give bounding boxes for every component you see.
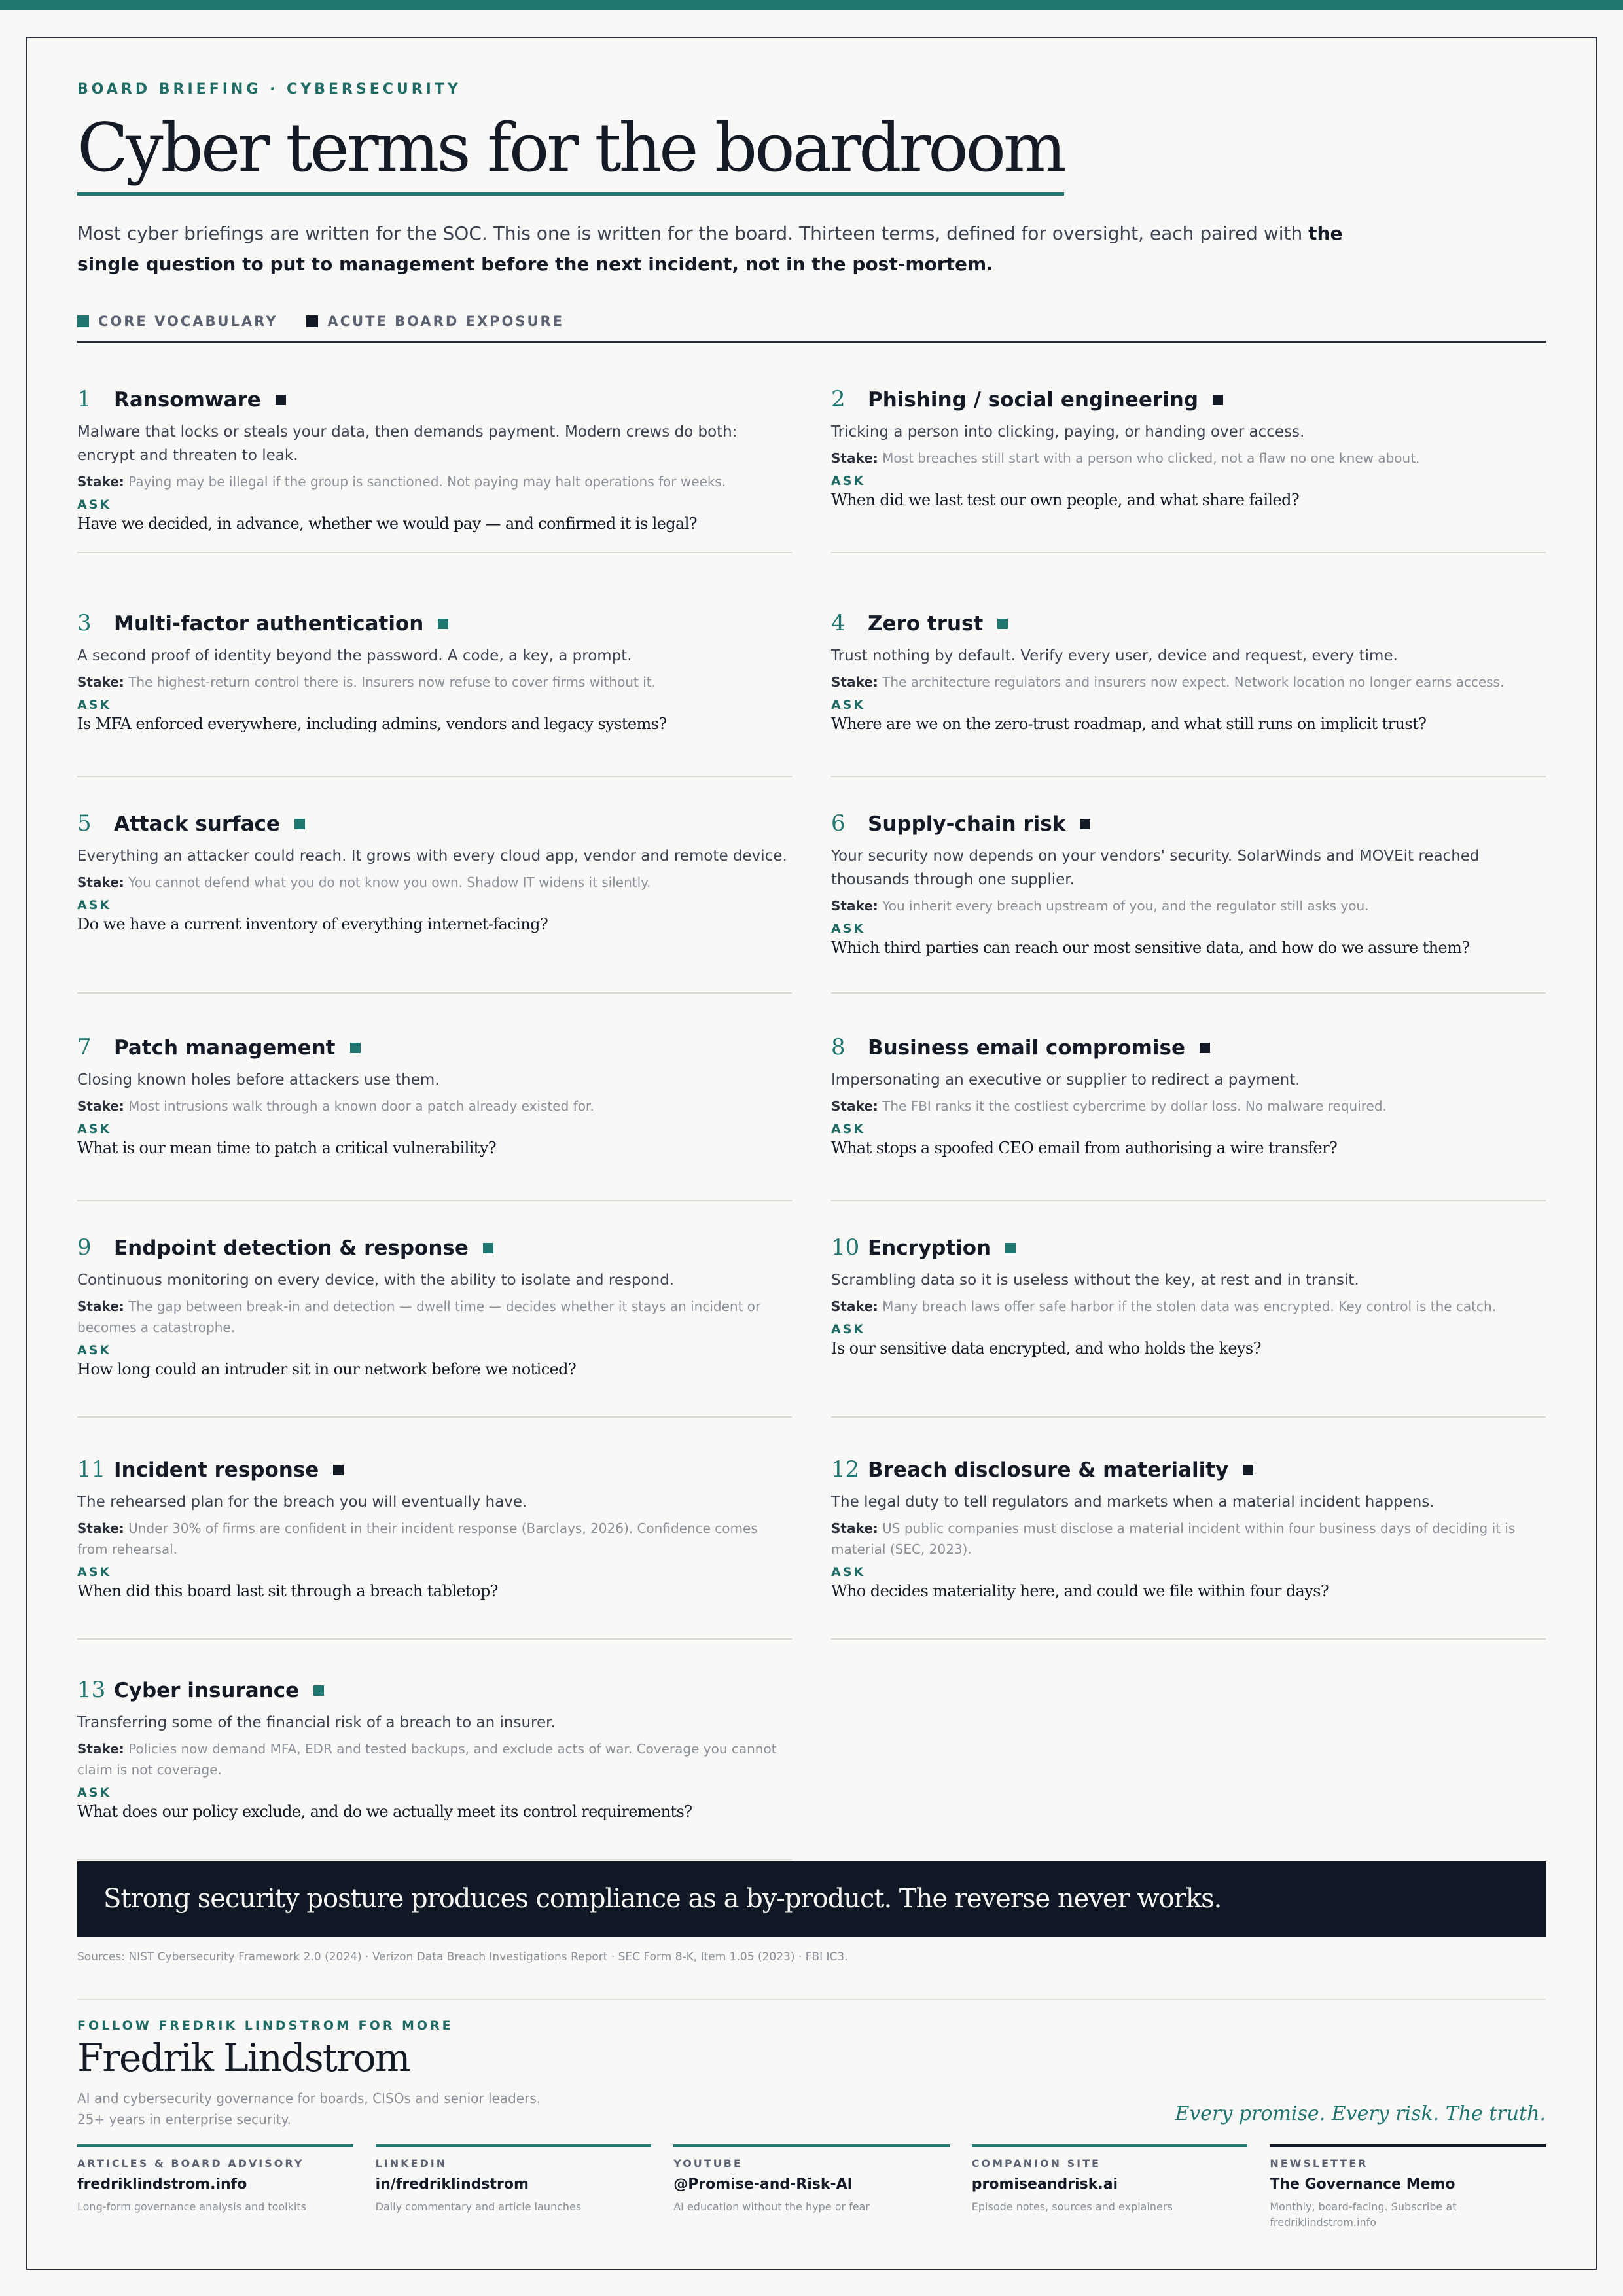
- teal-square-icon: [350, 1043, 361, 1053]
- author-name: Fredrik Lindstrom: [77, 2036, 410, 2080]
- link-label: ARTICLES & BOARD ADVISORY: [77, 2157, 304, 2170]
- term-card: [831, 810, 1546, 994]
- term-number: 11: [77, 1456, 106, 1482]
- term-card: [77, 810, 792, 994]
- ask-question: Is our sensitive data encrypted, and who holds the keys?: [831, 1339, 1261, 1357]
- ask-label: ASK: [77, 898, 112, 912]
- ask-label: ASK: [831, 698, 866, 712]
- term-number: 1: [77, 386, 92, 412]
- teal-square-icon: [313, 1685, 324, 1696]
- term-header: [77, 1034, 792, 1060]
- term-stake: [77, 872, 792, 893]
- ask-question: What does our policy exclude, and do we actually meet its control requirements?: [77, 1803, 692, 1821]
- header-divider: [77, 341, 1546, 343]
- navy-square-icon: [333, 1465, 344, 1475]
- term-name: Cyber insurance: [114, 1679, 300, 1702]
- term-definition: The legal duty to tell regulators and markets when a material incident happens.: [831, 1494, 1435, 1511]
- navy-square-icon: [1213, 395, 1223, 405]
- term-stake: [77, 1738, 792, 1780]
- stake-label: Stake:: [77, 1520, 124, 1536]
- term-definition: Trust nothing by default. Verify every user, device and request, every time.: [831, 647, 1398, 664]
- term-number: 4: [831, 610, 846, 636]
- ask-label: ASK: [77, 1343, 112, 1357]
- ask-label: ASK: [77, 698, 112, 712]
- term-header: [77, 1234, 792, 1261]
- stake-text: Policies now demand MFA, EDR and tested backups, and exclude acts of war. Coverage you cannot claim is not coverage.: [77, 1741, 777, 1778]
- stake-label: Stake:: [77, 674, 124, 690]
- term-header: [77, 1677, 792, 1703]
- link-desc: AI education without the hype or fear: [673, 2200, 870, 2213]
- link-value[interactable]: promiseandrisk.ai: [971, 2176, 1118, 2193]
- stake-text: Many breach laws offer safe harbor if the stolen data was encrypted. Key control is the catch.: [882, 1299, 1497, 1314]
- term-card: [831, 610, 1546, 777]
- term-header: [831, 610, 1546, 636]
- term-stake: [831, 448, 1546, 469]
- page-title: Cyber terms for the boardroom: [77, 113, 1064, 196]
- stake-text: Paying may be illegal if the group is sanctioned. Not paying may halt operations for weeks.: [128, 474, 726, 490]
- navy-square-icon: [306, 315, 318, 327]
- ask-label: ASK: [831, 1322, 866, 1336]
- sources-note: Sources: NIST Cybersecurity Framework 2.0 (2024) · Verizon Data Breach Investigations Report · SEC Form 8-K, Item 1.05 (2023) · FBI IC3.: [77, 1950, 848, 1964]
- term-number: 7: [77, 1034, 92, 1060]
- stake-label: Stake:: [831, 1299, 878, 1314]
- stake-label: Stake:: [77, 874, 124, 890]
- term-number: 5: [77, 810, 92, 836]
- teal-square-icon: [294, 819, 305, 829]
- term-name: Endpoint detection & response: [114, 1236, 469, 1260]
- term-name: Attack surface: [114, 812, 280, 836]
- term-header: [831, 1034, 1546, 1060]
- ask-label: ASK: [831, 922, 866, 936]
- intro-emphasis: the single question to put to management before the next incident, not in the post-mortem.: [77, 223, 1343, 276]
- ask-label: ASK: [831, 1122, 866, 1136]
- term-definition: Transferring some of the financial risk of a breach to an insurer.: [77, 1714, 556, 1731]
- term-definition: Your security now depends on your vendors' security. SolarWinds and MOVEit reached thousands through one supplier.: [831, 848, 1480, 888]
- link-desc: Daily commentary and article launches: [375, 2200, 582, 2213]
- link-label: COMPANION SITE: [971, 2157, 1101, 2170]
- ask-question: Do we have a current inventory of everything internet-facing?: [77, 915, 548, 933]
- term-stake: [77, 1096, 792, 1117]
- ask-label: ASK: [831, 474, 866, 488]
- stake-text: Most breaches still start with a person who clicked, not a flaw no one knew about.: [882, 450, 1420, 466]
- link-newsletter[interactable]: [1270, 2144, 1546, 2231]
- term-header: [77, 386, 792, 412]
- legend-core-label: CORE VOCABULARY: [98, 314, 278, 330]
- ask-label: ASK: [77, 497, 112, 512]
- link-value[interactable]: The Governance Memo: [1270, 2176, 1455, 2193]
- stake-text: The architecture regulators and insurers now expect. Network location no longer earns access.: [882, 674, 1505, 690]
- link-value[interactable]: fredriklindstrom.info: [77, 2176, 247, 2193]
- follow-kicker: FOLLOW FREDRIK LINDSTROM FOR MORE: [77, 2018, 454, 2033]
- link-value[interactable]: @Promise-and-Risk-AI: [673, 2176, 853, 2193]
- term-card: [77, 1456, 792, 1640]
- ask-label: ASK: [831, 1565, 866, 1579]
- term-number: 6: [831, 810, 846, 836]
- term-stake: [77, 1296, 792, 1338]
- term-header: [77, 610, 792, 636]
- term-number: 12: [831, 1456, 860, 1482]
- term-number: 9: [77, 1234, 92, 1261]
- term-header: [831, 1234, 1546, 1261]
- stake-text: The highest-return control there is. Insurers now refuse to cover firms without it.: [128, 674, 656, 690]
- navy-square-icon: [1200, 1043, 1210, 1053]
- term-stake: [77, 672, 792, 692]
- ask-question: Is MFA enforced everywhere, including admins, vendors and legacy systems?: [77, 715, 667, 733]
- term-card: [77, 1034, 792, 1201]
- ask-question: What is our mean time to patch a critical vulnerability?: [77, 1139, 497, 1157]
- term-number: 2: [831, 386, 846, 412]
- term-stake: [831, 1296, 1546, 1317]
- teal-square-icon: [483, 1243, 493, 1253]
- stake-label: Stake:: [831, 450, 878, 466]
- term-name: Multi-factor authentication: [114, 612, 424, 636]
- term-card: [831, 1234, 1546, 1418]
- top-accent-bar: [0, 0, 1623, 10]
- term-stake: [831, 1096, 1546, 1117]
- term-stake: [77, 471, 792, 492]
- stake-label: Stake:: [831, 1098, 878, 1114]
- term-name: Patch management: [114, 1036, 336, 1060]
- term-card: [831, 1456, 1546, 1640]
- term-definition: Scrambling data so it is useless without the key, at rest and in transit.: [831, 1272, 1359, 1289]
- term-stake: [831, 895, 1546, 916]
- term-stake: [831, 1518, 1546, 1560]
- term-number: 3: [77, 610, 92, 636]
- term-header: [831, 810, 1546, 836]
- stake-text: You cannot defend what you do not know you own. Shadow IT widens it silently.: [128, 874, 651, 890]
- term-number: 13: [77, 1677, 106, 1703]
- link-linkedin[interactable]: [376, 2144, 652, 2231]
- stake-text: US public companies must disclose a material incident within four business days of deciding it is material (SEC, 2023).: [831, 1520, 1516, 1557]
- intro-paragraph: [77, 218, 1360, 279]
- intro-text: Most cyber briefings are written for the SOC. This one is written for the board. Thirteen terms, defined for oversight, each paired with: [77, 223, 1309, 245]
- term-definition: A second proof of identity beyond the password. A code, a key, a prompt.: [77, 647, 632, 664]
- link-label: LINKEDIN: [375, 2157, 448, 2170]
- term-definition: Tricking a person into clicking, paying, or handing over access.: [831, 423, 1305, 440]
- term-header: [831, 1456, 1546, 1482]
- link-label: NEWSLETTER: [1270, 2157, 1368, 2170]
- term-name: Phishing / social engineering: [868, 388, 1199, 412]
- legend-core: [77, 314, 277, 329]
- term-name: Breach disclosure & materiality: [868, 1458, 1229, 1482]
- term-name: Zero trust: [868, 612, 984, 636]
- term-name: Supply-chain risk: [868, 812, 1066, 836]
- ask-question: Which third parties can reach our most sensitive data, and how do we assure them?: [831, 939, 1470, 957]
- term-definition: Closing known holes before attackers use them.: [77, 1071, 440, 1088]
- ask-label: ASK: [77, 1565, 112, 1579]
- kicker: BOARD BRIEFING · CYBERSECURITY: [77, 81, 461, 98]
- stake-text: You inherit every breach upstream of you, and the regulator still asks you.: [882, 898, 1369, 914]
- stake-text: Under 30% of firms are confident in their incident response (Barclays, 2026). Confidence comes from rehearsal.: [77, 1520, 758, 1557]
- stake-label: Stake:: [831, 898, 878, 914]
- term-name: Ransomware: [114, 388, 261, 412]
- stake-label: Stake:: [77, 474, 124, 490]
- ask-question: Where are we on the zero-trust roadmap, and what still runs on implicit trust?: [831, 715, 1427, 733]
- term-name: Encryption: [868, 1236, 991, 1260]
- legend: [77, 314, 1546, 329]
- term-header: [831, 386, 1546, 412]
- stake-text: The FBI ranks it the costliest cybercrime by dollar loss. No malware required.: [882, 1098, 1387, 1114]
- term-name: Incident response: [114, 1458, 319, 1482]
- term-definition: Impersonating an executive or supplier to redirect a payment.: [831, 1071, 1300, 1088]
- teal-square-icon: [77, 315, 89, 327]
- term-header: [77, 1456, 792, 1482]
- ask-question: Have we decided, in advance, whether we would pay — and confirmed it is legal?: [77, 514, 698, 533]
- stake-label: Stake:: [831, 674, 878, 690]
- term-definition: The rehearsed plan for the breach you will eventually have.: [77, 1494, 527, 1511]
- teal-square-icon: [997, 619, 1008, 629]
- legend-acute-label: ACUTE BOARD EXPOSURE: [327, 314, 565, 330]
- navy-square-icon: [276, 395, 286, 405]
- navy-square-icon: [1243, 1465, 1253, 1475]
- term-header: [77, 810, 792, 836]
- term-card: [831, 1034, 1546, 1201]
- link-value[interactable]: in/fredriklindstrom: [375, 2176, 529, 2193]
- term-card: [77, 1234, 792, 1418]
- pull-quote: Strong security posture produces compliance as a by-product. The reverse never works.: [77, 1861, 1546, 1937]
- teal-square-icon: [438, 619, 448, 629]
- link-desc: Monthly, board-facing. Subscribe at fredriklindstrom.info: [1270, 2200, 1457, 2229]
- tagline: Every promise. Every risk. The truth.: [1175, 2102, 1546, 2125]
- term-stake: [831, 672, 1546, 692]
- term-card: [831, 386, 1546, 553]
- term-definition: Everything an attacker could reach. It grows with every cloud app, vendor and remote device.: [77, 848, 787, 865]
- term-card: [77, 1677, 792, 1860]
- term-card: [77, 610, 792, 777]
- term-card: [77, 386, 792, 553]
- term-stake: [77, 1518, 792, 1560]
- term-number: 10: [831, 1234, 860, 1261]
- teal-square-icon: [1005, 1243, 1016, 1253]
- ask-label: ASK: [77, 1785, 112, 1800]
- ask-question: When did this board last sit through a breach tabletop?: [77, 1582, 498, 1600]
- header: [77, 81, 1546, 343]
- links-row: [77, 2144, 1546, 2231]
- term-definition: Malware that locks or steals your data, then demands payment. Modern crews do both: encrypt and threaten to leak.: [77, 423, 738, 464]
- stake-label: Stake:: [831, 1520, 878, 1536]
- term-name: Business email compromise: [868, 1036, 1186, 1060]
- ask-question: What stops a spoofed CEO email from authorising a wire transfer?: [831, 1139, 1338, 1157]
- ask-question: Who decides materiality here, and could we file within four days?: [831, 1582, 1329, 1600]
- ask-question: When did we last test our own people, and what share failed?: [831, 491, 1300, 509]
- link-label: YOUTUBE: [673, 2157, 743, 2170]
- navy-square-icon: [1080, 819, 1090, 829]
- ask-question: How long could an intruder sit in our network before we noticed?: [77, 1360, 577, 1378]
- legend-acute: [306, 314, 564, 329]
- link-youtube[interactable]: [673, 2144, 950, 2231]
- link-companion-site[interactable]: [972, 2144, 1248, 2231]
- stake-text: Most intrusions walk through a known door a patch already existed for.: [128, 1098, 594, 1114]
- term-definition: Continuous monitoring on every device, with the ability to isolate and respond.: [77, 1272, 675, 1289]
- link-desc: Long-form governance analysis and toolkits: [77, 2200, 306, 2213]
- stake-label: Stake:: [77, 1741, 124, 1757]
- author-bio: AI and cybersecurity governance for boards, CISOs and senior leaders. 25+ years in enterprise security.: [77, 2090, 541, 2127]
- term-number: 8: [831, 1034, 846, 1060]
- stake-label: Stake:: [77, 1299, 124, 1314]
- footer-divider: [77, 1999, 1546, 2000]
- stake-text: The gap between break-in and detection — dwell time — decides whether it stays an incident or becomes a catastrophe.: [77, 1299, 761, 1335]
- link-articles[interactable]: [77, 2144, 353, 2231]
- stake-label: Stake:: [77, 1098, 124, 1114]
- link-desc: Episode notes, sources and explainers: [971, 2200, 1173, 2213]
- ask-label: ASK: [77, 1122, 112, 1136]
